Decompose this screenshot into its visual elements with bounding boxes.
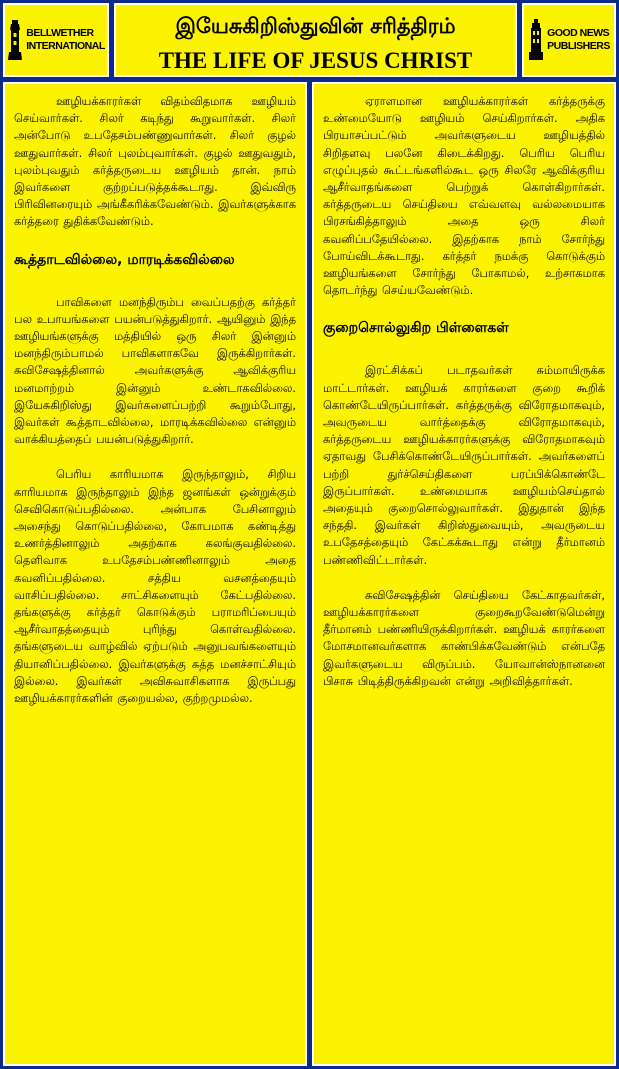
section-heading: குறைசொல்லுகிற பிள்ளைகள் bbox=[323, 320, 509, 337]
right-column bbox=[312, 82, 616, 1066]
good-news-logo-text bbox=[547, 27, 610, 53]
good-news-logo bbox=[524, 5, 614, 75]
logo-line: PUBLISHERS bbox=[547, 40, 610, 52]
bellwether-logo-text bbox=[26, 27, 104, 53]
tower-icon bbox=[528, 18, 544, 62]
paragraph: ஏராளமான ஊழியக்காரர்கள் கர்த்தருக்கு உண்மையோடு ஊழியம் செய்கிறார்கள். அதிக பிரயாசப்பட்டும் அவர்களுடைய ஊழியத்தில் சிறிதளவு பலனே கிடைக்கிறது. பெரிய பெரிய எழுப்புதல் கூட்டங்களில்கூட ஒரு சிலரே ஆவிக்குரிய ஆசீர்வாதங்களை பெற்றுக் கொள்கிறார்கள். கர்த்தருடைய செய்தியை எவ்வளவு வல்லமையாக பிரசங்கித்தாலும் அதை ஒரு சிலர் கவனிப்பதேயில்லை. இதற்காக நாம் சோர்ந்து போய்விடக்கூடாது. கர்த்தர் நமக்கு கொடுக்கும் ஊழியங்களை சோர்ந்து போகாமல், உற்சாகமாக தொடர்ந்து செய்யவேண்டும். bbox=[323, 94, 605, 298]
logo-line: GOOD NEWS bbox=[547, 27, 610, 39]
page-title-tamil: இயேசுகிறிஸ்துவின் சரித்திரம் bbox=[175, 14, 456, 38]
paragraph: பெரிய காரியமாக இருந்தாலும், சிறிய காரியமாக இருந்தாலும் இந்த ஜனங்கள் ஒன்றுக்கும் செவிகொடுப்பதில்லை. அன்பாக பேசினாலும் அசைந்து கொடுப்பதில்லை, கோபமாக கண்டித்து உணர்த்தினாலும் அதற்காக கலங்குவதில்லை. தெளிவாக உபதேசம்பண்ணினாலும் அதை கவனிப்பதில்லை. சத்திய வசனத்தையும் வாசிப்பதில்லை. சாட்சிகளையும் கேட்பதில்லை. தங்களுக்கு கர்த்தர் கொடுக்கும் பராமரிப்பையும் ஆசீர்வாதத்தையும் புரிந்து கொள்வதில்லை. தங்களுடைய வாழ்வில் ஏற்படும் அனுபவங்களையும் தியானிப்பதில்லை. இவர்களுக்கு சுத்த மனச்சாட்சியும் இல்லை. இவர்கள் அவிசுவாசிகளாக இருப்பது ஊழியக்காரர்களின் குறையல்ல, குற்றமுமல்ல. bbox=[14, 467, 296, 706]
logo-line: INTERNATIONAL bbox=[26, 40, 105, 52]
paragraph: சுவிசேஷத்தின் செய்தியை கேட்காதவர்கள், ஊழியக்காரர்களை குறைகூறவேண்டுமென்று தீர்மானம் பண்ணியிருக்கிறார்கள். ஊழியக் காரர்களை மோசமானவர்களாக காண்பிக்கவேண்டும் என்பதே இவர்களுடைய விருப்பம். யோவான்ஸ்நானனை பிசாசு பிடித்திருக்கிறவன் என்று அறிவித்தார்கள். bbox=[323, 587, 605, 688]
paragraph: பாவிகளை மனந்திரும்ப வைப்பதற்கு கர்த்தர் பல உபாயங்களை பயன்படுத்துகிறார். ஆயினும் இந்த ஊழியங்களுக்கு மத்தியில் ஒரு சிலர் இன்னும் மனந்திரும்பாமல் பாவிகளாகவே இருக்கிறார்கள். சுவிசேஷத்தினால் அவர்களுக்கு ஆவிக்குரிய மனமாற்றம் இன்னும் உண்டாகவில்லை. இயேசுகிறிஸ்து இவர்களைப்பற்றி கூறும்போது, இவர்கள் கூத்தாடவில்லை, மாரடிக்கவில்லை என்னும் வாக்கியத்தைப் பயன்படுத்துகிறார். bbox=[14, 294, 296, 447]
page-title-english: THE LIFE OF JESUS CHRIST bbox=[158, 48, 473, 73]
section-heading: கூத்தாடவில்லை, மாரடிக்கவில்லை bbox=[14, 251, 235, 268]
paragraph: ஊழியக்காரர்கள் விதம்விதமாக ஊழியம் செய்வார்கள். சிலர் கடிந்து கூறுவார்கள். சிலர் அன்போடு உபதேசம்பண்ணுவார்கள். சிலர் குழல் ஊதுவார்கள். சிலர் புலம்புவார்கள். குழல் ஊதுவதும், புலம்புவதும் கர்த்தருடைய ஊழியம் தான். நாம் இவர்களை குற்றப்படுத்தக்கூடாது. இவ்விரு பிரிவினரையும் அங்கீகரிக்கவேண்டும். இவர்களுக்காக கர்த்தரை துதிக்கவேண்டும். bbox=[14, 94, 296, 229]
title-panel bbox=[114, 3, 517, 77]
tower-icon bbox=[7, 18, 23, 62]
paragraph: இரட்சிக்கப் படாதவர்கள் சும்மாயிருக்க மாட்டார்கள். ஊழியக் காரர்களை குறை கூறிக் கொண்டேயிருப்பார்கள். கர்த்தருக்கு விரோதமாகவும், அவருடைய வார்த்தைக்கு விரோதமாகவும், கர்த்தருடைய ஊழியக்காரர்களுக்கு விரோதமாகவும் ஏதாவது பேசிக்கொண்டேயிருப்பார்கள். அவர்களைப் பற்றி துர்ச்செய்திகளை பரப்பிக்கொண்டே இருப்பார்கள். உண்மையாக ஊழியம்செய்தால் அதையும் குறைசொல்லுவார்கள். இதுதான் இந்த சந்ததி. இவர்கள் கிறிஸ்துவையும், அவருடைய உபதேசத்தையும் கேட்கக்கூடாது என்று தீர்மானம் பண்ணிவிட்டார்கள். bbox=[323, 363, 605, 567]
good-news-logo-panel bbox=[522, 3, 616, 77]
bellwether-logo-panel bbox=[3, 3, 109, 77]
logo-line: BELLWETHER bbox=[26, 27, 94, 39]
bellwether-logo bbox=[5, 5, 107, 75]
left-column bbox=[3, 82, 307, 1066]
